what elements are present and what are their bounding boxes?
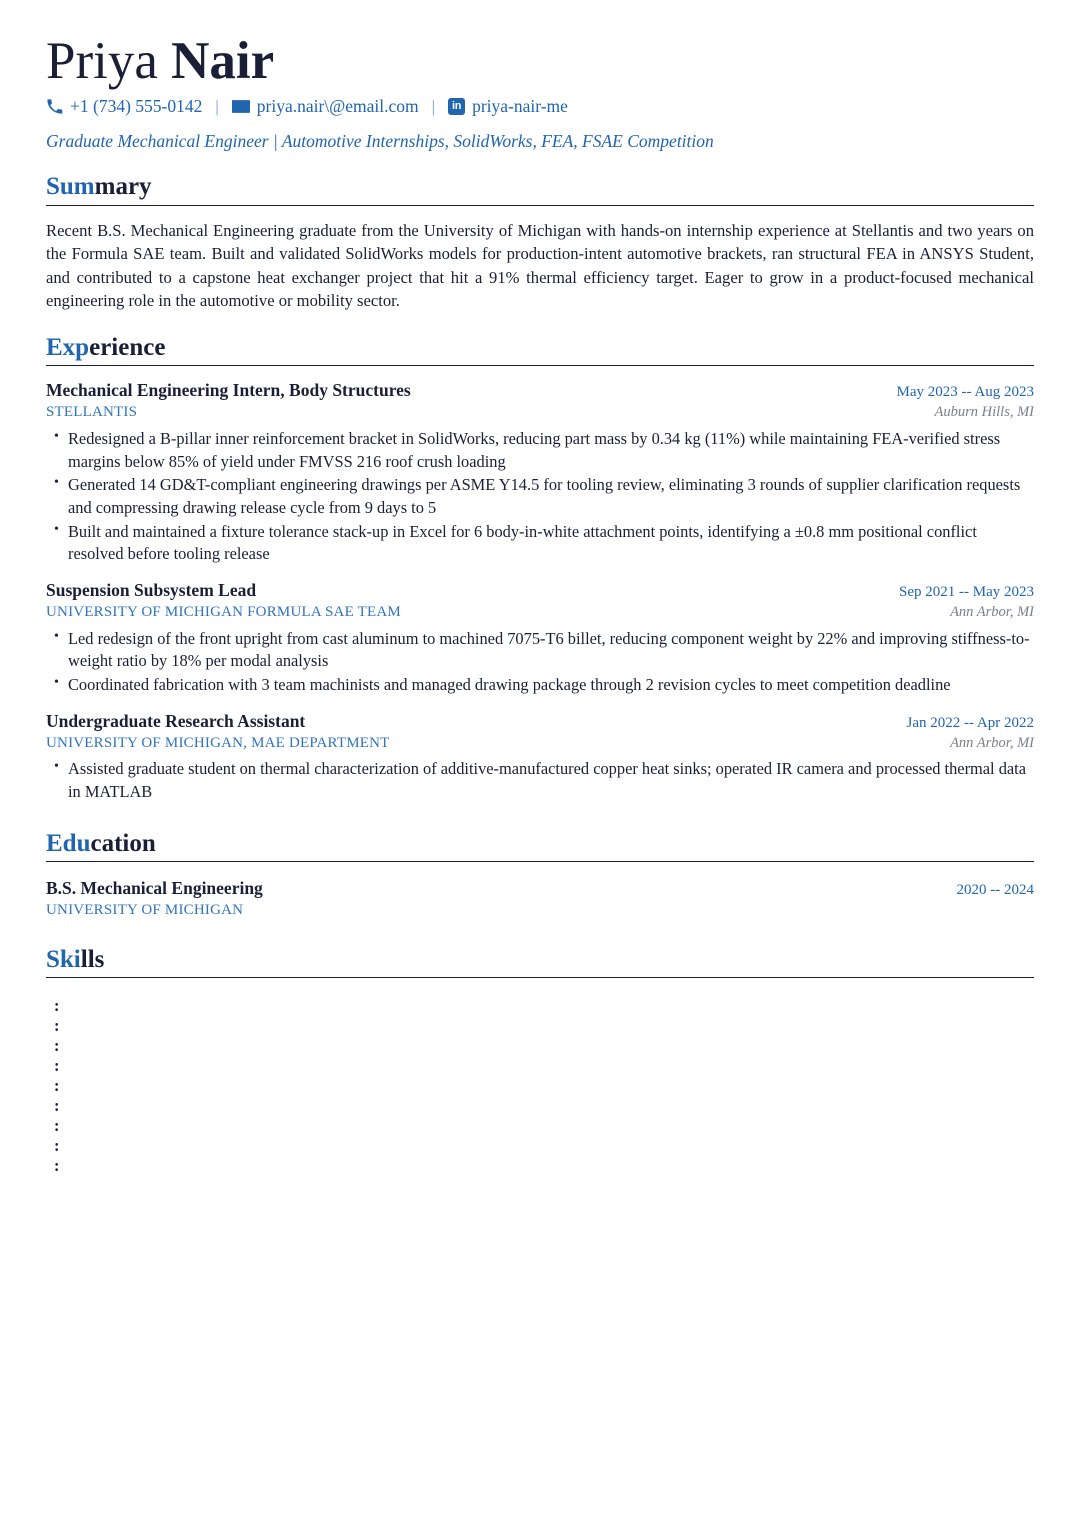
section-summary — [46, 173, 1034, 313]
bullet-item: • Led redesign of the front upright from cast aluminum to machined 7075-T6 billet, reducing component weight by 22% and improving stiffness-to-weight ratio by 18% per modal analysis — [46, 628, 1034, 673]
entry-organization: UNIVERSITY OF MICHIGAN, MAE DEPARTMENT — [46, 734, 390, 751]
entry-institution: UNIVERSITY OF MICHIGAN — [46, 902, 244, 919]
bullet-item: • Coordinated fabrication with 3 team machinists and managed drawing package through 2 revision cycles to meet competition deadline — [46, 674, 1034, 697]
entry-date-range: May 2023 -- Aug 2023 — [896, 384, 1034, 401]
phone-icon — [46, 98, 63, 115]
section-title-rest: cation — [90, 829, 156, 857]
entry-location: Auburn Hills, MI — [934, 404, 1034, 421]
section-title-rest: erience — [89, 333, 166, 361]
entry-header-row — [46, 580, 1034, 601]
entry-header-row — [46, 711, 1034, 732]
section-skills — [46, 946, 1034, 1177]
entry-location: Ann Arbor, MI — [950, 734, 1034, 751]
entry-degree: B.S. Mechanical Engineering — [46, 878, 263, 899]
entry-date-range: Sep 2021 -- May 2023 — [899, 583, 1034, 600]
linkedin-text: priya-nair-me — [472, 95, 568, 116]
envelope-icon — [232, 100, 250, 113]
bullet-item: • Redesigned a B-pillar inner reinforcement bracket in SolidWorks, reducing part mass by 0.34 kg (11%) while maintaining FEA-verified stress margins below 85% of yield under FMVSS 216 roof crush loading — [46, 428, 1034, 473]
contact-linkedin[interactable] — [448, 95, 568, 116]
skill-item: : — [54, 1096, 60, 1116]
contact-separator-1: | — [215, 96, 219, 116]
skill-item: : — [54, 1056, 60, 1076]
section-title-highlight: Ski — [46, 945, 81, 973]
skill-item: : — [54, 1036, 60, 1056]
section-title-highlight: Exp — [46, 333, 90, 361]
entry-bullet-list — [46, 628, 1034, 697]
resume-header — [46, 34, 1034, 152]
section-experience — [46, 334, 1034, 804]
section-rule — [46, 861, 1034, 862]
contact-phone[interactable] — [46, 95, 203, 116]
skill-item: : — [54, 1076, 60, 1096]
bullet-item: • Generated 14 GD&T-compliant engineering drawings per ASME Y14.5 for tooling review, eliminating 3 rounds of supplier clarification requests and compressing drawing release cycle from 9 days to 5 — [46, 474, 1034, 519]
skill-item: : — [54, 1116, 60, 1136]
section-title-highlight: Sum — [46, 173, 95, 201]
last-name: Nair — [171, 32, 275, 90]
education-entry — [46, 878, 1034, 920]
entry-organization: UNIVERSITY OF MICHIGAN FORMULA SAE TEAM — [46, 603, 401, 620]
experience-entry — [46, 380, 1034, 566]
section-title-summary — [46, 173, 1034, 201]
summary-body: Recent B.S. Mechanical Engineering graduate from the University of Michigan with hands-on internship experience at Stellantis and two years on the Formula SAE team. Built and validated SolidWorks models for production-intent automotive brackets, ran structural FEA in ANSYS Student, and contributed to a capstone heat exchanger project that hit a 91% thermal efficiency target. Eager to grow in a product-focused mechanical engineering role in the automotive or mobility sector. — [46, 220, 1034, 311]
entry-header-row — [46, 878, 1034, 899]
entry-job-title: Mechanical Engineering Intern, Body Structures — [46, 380, 411, 401]
entry-date-range: 2020 -- 2024 — [956, 882, 1034, 899]
email-text: priya.nair\@email.com — [256, 95, 419, 116]
linkedin-icon: in — [448, 98, 465, 115]
candidate-name — [46, 34, 1034, 90]
section-title-skills — [46, 946, 1034, 974]
section-title-rest: lls — [80, 945, 105, 973]
entry-bullet-list — [46, 428, 1034, 566]
bullet-item: • Built and maintained a fixture tolerance stack-up in Excel for 6 body-in-white attachment points, identifying a ±0.8 mm positional conflict resolved before tooling release — [46, 521, 1034, 566]
phone-text: +1 (734) 555-0142 — [70, 95, 203, 116]
section-rule — [46, 365, 1034, 366]
section-title-rest: mary — [94, 173, 152, 201]
section-title-education — [46, 830, 1034, 858]
section-title-experience — [46, 334, 1034, 362]
skill-item: : — [54, 996, 60, 1016]
contact-email[interactable] — [232, 95, 419, 116]
skills-list — [46, 996, 1034, 1176]
entry-subheader-row — [46, 732, 1034, 753]
entry-location: Ann Arbor, MI — [950, 603, 1034, 620]
skill-item: : — [54, 1016, 60, 1036]
bullet-item: • Assisted graduate student on thermal characterization of additive-manufactured copper heat sinks; operated IR camera and processed thermal data in MATLAB — [46, 758, 1034, 803]
experience-entry — [46, 711, 1034, 804]
entry-subheader-row — [46, 899, 1034, 920]
section-education — [46, 830, 1034, 920]
entry-header-row — [46, 380, 1034, 401]
section-rule — [46, 977, 1034, 978]
section-rule — [46, 205, 1034, 206]
contact-separator-2: | — [431, 96, 436, 116]
entry-subheader-row — [46, 601, 1034, 622]
entry-organization: STELLANTIS — [46, 404, 138, 421]
contact-line — [46, 95, 1034, 116]
experience-entry — [46, 580, 1034, 697]
entry-date-range: Jan 2022 -- Apr 2022 — [906, 714, 1034, 731]
entry-subheader-row — [46, 401, 1034, 422]
entry-bullet-list — [46, 758, 1034, 803]
first-name: Priya — [46, 32, 172, 90]
entry-job-title: Undergraduate Research Assistant — [46, 710, 306, 731]
section-title-highlight: Edu — [46, 829, 91, 857]
candidate-tagline: Graduate Mechanical Engineer | Automotive Internships, SolidWorks, FEA, FSAE Competition — [46, 131, 714, 152]
skill-item: : — [54, 1156, 60, 1176]
entry-job-title: Suspension Subsystem Lead — [46, 579, 257, 600]
skill-item: : — [54, 1136, 60, 1156]
